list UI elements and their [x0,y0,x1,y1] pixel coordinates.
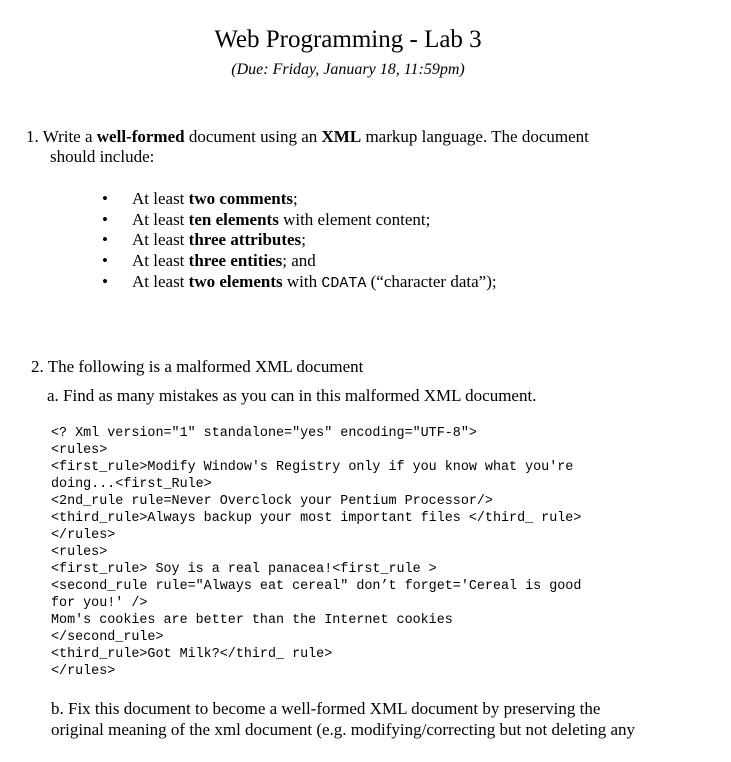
code-line: <rules> [51,545,108,560]
code-line: </second_rule> [51,630,164,645]
code-line: <second_rule rule="Always eat cereal" don’t forget='Cereal is good [51,579,582,594]
code-line: <2nd_rule rule=Never Overclock your Pentium Processor/> [51,494,493,509]
list-item: • At least two comments; [102,189,622,210]
question-1-line-1: 1. Write a well-formed document using an XML markup language. The document [26,127,589,146]
code-line: <first_rule> Soy is a real panacea!<first_rule > [51,562,437,577]
list-item: • At least three attributes; [102,230,622,251]
code-line: for you!' /> [51,596,148,611]
list-item: • At least two elements with CDATA (“character data”); [102,272,622,295]
question-2-part-a: a. Find as many mistakes as you can in this malformed XML document. [47,386,537,405]
due-date: (Due: Friday, January 18, 11:59pm) [231,61,465,78]
requirements-list [102,189,622,295]
code-line: </rules> [51,664,116,679]
code-line: <? Xml version="1" standalone="yes" encoding="UTF-8"> [51,426,477,441]
code-block [51,425,671,680]
question-1-number: 1. [26,127,39,146]
code-line: </rules> [51,528,116,543]
question-2-part-b-line-1: b. Fix this document to become a well-formed XML document by preserving the [51,699,601,718]
question-1 [26,127,666,167]
question-1-line-2: should include: [50,147,155,166]
code-line: <rules> [51,443,108,458]
code-line: doing...<first_Rule> [51,477,212,492]
page-title: Web Programming - Lab 3 [214,26,482,53]
question-2-heading: 2. The following is a malformed XML document [31,357,364,376]
question-2-part-b-line-2: original meaning of the xml document (e.g. modifying/correcting but not deleting any [51,720,635,739]
code-line: <third_rule>Got Milk?</third_ rule> [51,647,333,662]
code-line: <third_rule>Always backup your most important files </third_ rule> [51,511,582,526]
question-2-part-b [51,698,691,740]
list-item: • At least ten elements with element content; [102,210,622,231]
list-item: • At least three entities; and [102,251,622,272]
code-line: Mom's cookies are better than the Internet cookies [51,613,453,628]
code-line: <first_rule>Modify Window's Registry only if you know what you're [51,460,574,475]
